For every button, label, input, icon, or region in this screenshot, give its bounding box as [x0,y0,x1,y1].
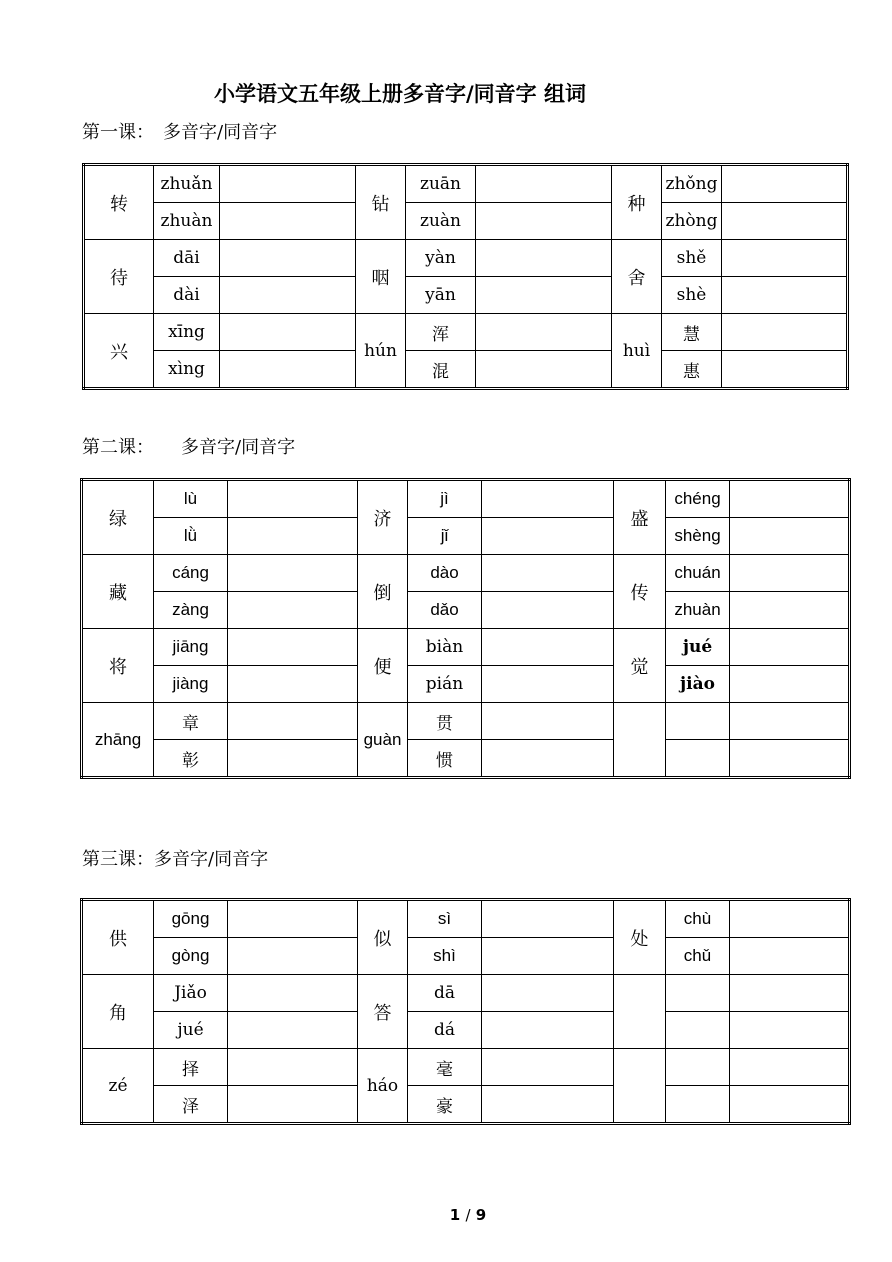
pinyin-cell: gōng [154,900,228,938]
answer-cell[interactable] [730,1012,850,1049]
answer-cell[interactable] [228,592,358,629]
head-char: 绿 [82,480,154,555]
answer-cell[interactable] [476,277,612,314]
head-char: 兴 [84,314,154,389]
page-total: 9 [475,1206,487,1224]
page-indicator [0,1206,892,1224]
answer-cell[interactable] [730,1049,850,1086]
head-char: 盛 [614,480,666,555]
head-char: 倒 [358,555,408,629]
answer-cell[interactable] [228,1012,358,1049]
table-row [82,480,850,518]
pinyin-cell: shě [662,240,722,277]
pinyin-cell: pián [408,666,482,703]
answer-cell[interactable] [722,314,848,351]
pinyin-cell: lǜ [154,518,228,555]
head-char: 角 [82,975,154,1049]
pinyin-cell: jiàng [154,666,228,703]
lesson-2-heading: 第二课： 多音字/同音字 [82,437,296,458]
head-pinyin: hún [356,314,406,389]
pinyin-cell: dǎo [408,592,482,629]
answer-cell[interactable] [228,480,358,518]
table-row [84,165,848,203]
head-char: 传 [614,555,666,629]
answer-cell[interactable] [476,351,612,389]
answer-cell[interactable] [228,975,358,1012]
head-char: 似 [358,900,408,975]
homophone-char: 惠 [662,351,722,389]
head-char: 咽 [356,240,406,314]
homophone-char: 章 [154,703,228,740]
answer-cell[interactable] [228,629,358,666]
pinyin-cell: zhuǎn [154,165,220,203]
table-row [84,240,848,277]
pinyin-cell: dào [408,555,482,592]
table-row [82,592,850,629]
pinyin-cell: zuān [406,165,476,203]
answer-cell[interactable] [722,165,848,203]
head-pinyin: zhāng [82,703,154,778]
pinyin-cell: sì [408,900,482,938]
pinyin-cell: chuán [666,555,730,592]
answer-cell[interactable] [482,740,614,778]
answer-cell[interactable] [482,518,614,555]
answer-cell[interactable] [482,938,614,975]
lesson-3-table [80,898,851,1125]
head-char: 答 [358,975,408,1049]
empty-cell [666,1012,730,1049]
table-row [82,1086,850,1124]
answer-cell[interactable] [730,900,850,938]
homophone-char: 混 [406,351,476,389]
answer-cell[interactable] [730,740,850,778]
pinyin-cell: jǐ [408,518,482,555]
answer-cell[interactable] [220,277,356,314]
answer-cell[interactable] [228,703,358,740]
head-char: 处 [614,900,666,975]
empty-cell [666,740,730,778]
answer-cell[interactable] [476,240,612,277]
lesson-1-table [82,163,849,390]
table-row [82,666,850,703]
pinyin-cell: yān [406,277,476,314]
answer-cell[interactable] [730,975,850,1012]
table-row [82,975,850,1012]
pinyin-cell: dāi [154,240,220,277]
answer-cell[interactable] [482,592,614,629]
answer-cell[interactable] [730,1086,850,1124]
answer-cell[interactable] [220,240,356,277]
page-separator: / [465,1206,471,1224]
pinyin-cell: zhuàn [666,592,730,629]
pinyin-cell: shè [662,277,722,314]
answer-cell[interactable] [476,314,612,351]
pinyin-cell: jiào [666,666,730,703]
answer-cell[interactable] [730,666,850,703]
head-pinyin: guàn [358,703,408,778]
homophone-char: 豪 [408,1086,482,1124]
answer-cell[interactable] [730,592,850,629]
lesson-2-table [80,478,851,779]
head-char: 供 [82,900,154,975]
table-row [82,518,850,555]
homophone-char: 毫 [408,1049,482,1086]
answer-cell[interactable] [228,555,358,592]
answer-cell[interactable] [730,938,850,975]
answer-cell[interactable] [482,703,614,740]
homophone-char: 浑 [406,314,476,351]
pinyin-cell: zhuàn [154,203,220,240]
pinyin-cell: chù [666,900,730,938]
empty-cell [666,1049,730,1086]
pinyin-cell: xìng [154,351,220,389]
pinyin-cell: jiāng [154,629,228,666]
pinyin-cell: chéng [666,480,730,518]
answer-cell[interactable] [482,900,614,938]
answer-cell[interactable] [228,518,358,555]
answer-cell[interactable] [228,1049,358,1086]
pinyin-cell: gòng [154,938,228,975]
homophone-char: 择 [154,1049,228,1086]
homophone-char: 慧 [662,314,722,351]
answer-cell[interactable] [228,1086,358,1124]
head-char: 舍 [612,240,662,314]
answer-cell[interactable] [482,1049,614,1086]
answer-cell[interactable] [220,203,356,240]
head-char: 觉 [614,629,666,703]
head-pinyin: huì [612,314,662,389]
pinyin-cell: yàn [406,240,476,277]
answer-cell[interactable] [482,975,614,1012]
answer-cell[interactable] [220,314,356,351]
table-row [84,203,848,240]
pinyin-cell: dā [408,975,482,1012]
empty-cell [666,975,730,1012]
empty-cell [666,703,730,740]
head-char: 济 [358,480,408,555]
table-row [82,703,850,740]
table-row [82,900,850,938]
pinyin-cell: zàng [154,592,228,629]
lesson-1-heading: 第一课： 多音字/同音字 [82,122,278,143]
answer-cell[interactable] [220,351,356,389]
pinyin-cell: dá [408,1012,482,1049]
answer-cell[interactable] [228,938,358,975]
answer-cell[interactable] [228,666,358,703]
answer-cell[interactable] [730,480,850,518]
page-current: 1 [449,1206,461,1224]
answer-cell[interactable] [228,900,358,938]
homophone-char: 泽 [154,1086,228,1124]
table-row [82,938,850,975]
answer-cell[interactable] [730,629,850,666]
head-pinyin: háo [358,1049,408,1124]
head-char: 待 [84,240,154,314]
head-pinyin: zé [82,1049,154,1124]
answer-cell[interactable] [482,666,614,703]
answer-cell[interactable] [482,1012,614,1049]
pinyin-cell: lù [154,480,228,518]
answer-cell[interactable] [476,203,612,240]
pinyin-cell: jué [666,629,730,666]
answer-cell[interactable] [228,740,358,778]
document-title: 小学语文五年级上册多音字/同音字 组词 [214,82,586,106]
answer-cell[interactable] [722,351,848,389]
table-row [82,740,850,778]
head-char: 转 [84,165,154,240]
answer-cell[interactable] [730,703,850,740]
empty-head-cell [614,1049,666,1124]
answer-cell[interactable] [722,240,848,277]
homophone-char: 贯 [408,703,482,740]
pinyin-cell: zuàn [406,203,476,240]
pinyin-cell: biàn [408,629,482,666]
table-row [82,555,850,592]
pinyin-cell: zhòng [662,203,722,240]
empty-head-cell [614,703,666,778]
answer-cell[interactable] [482,629,614,666]
pinyin-cell: jué [154,1012,228,1049]
head-char: 种 [612,165,662,240]
pinyin-cell: Jiǎo [154,975,228,1012]
pinyin-cell: zhǒng [662,165,722,203]
pinyin-cell: shèng [666,518,730,555]
table-row [82,1049,850,1086]
pinyin-cell: shì [408,938,482,975]
answer-cell[interactable] [730,518,850,555]
table-row [84,351,848,389]
head-char: 藏 [82,555,154,629]
answer-cell[interactable] [730,555,850,592]
head-char: 便 [358,629,408,703]
pinyin-cell: jì [408,480,482,518]
empty-head-cell [614,975,666,1049]
answer-cell[interactable] [482,480,614,518]
lesson-3-heading: 第三课：多音字/同音字 [82,849,269,870]
homophone-char: 惯 [408,740,482,778]
answer-cell[interactable] [482,1086,614,1124]
pinyin-cell: chǔ [666,938,730,975]
pinyin-cell: dài [154,277,220,314]
table-row [82,629,850,666]
answer-cell[interactable] [476,165,612,203]
homophone-char: 彰 [154,740,228,778]
head-char: 将 [82,629,154,703]
table-row [84,277,848,314]
answer-cell[interactable] [722,203,848,240]
pinyin-cell: cáng [154,555,228,592]
pinyin-cell: xīng [154,314,220,351]
answer-cell[interactable] [722,277,848,314]
empty-cell [666,1086,730,1124]
answer-cell[interactable] [220,165,356,203]
answer-cell[interactable] [482,555,614,592]
table-row [82,1012,850,1049]
head-char: 钻 [356,165,406,240]
table-row [84,314,848,351]
